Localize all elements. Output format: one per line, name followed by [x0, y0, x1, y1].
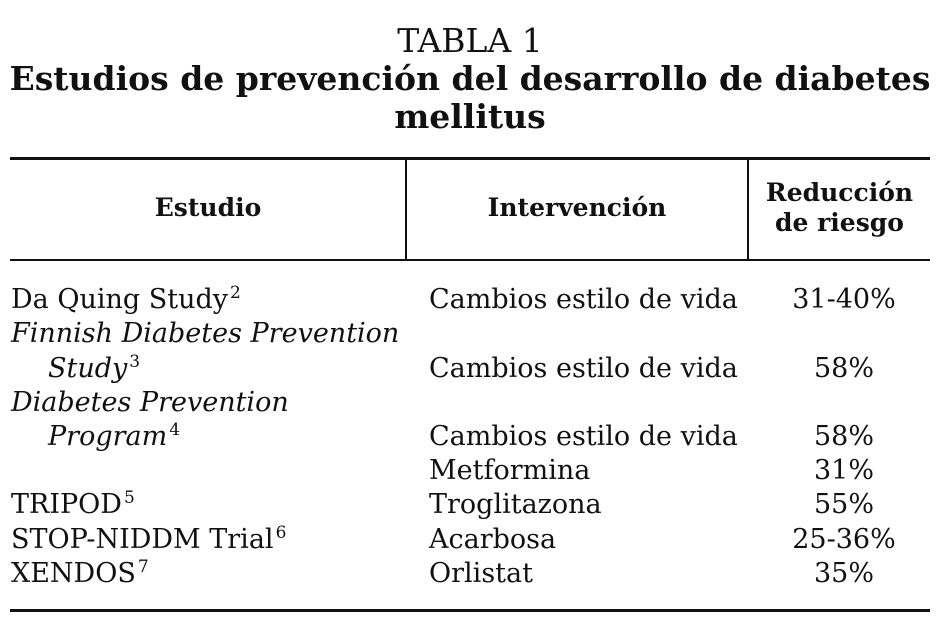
study-name: [11, 489, 135, 521]
study-text: STOP-NIDDM Trial: [11, 524, 274, 555]
bottom-rule: [10, 609, 930, 612]
study-text: XENDOS: [11, 558, 136, 589]
reference-number: 2: [230, 283, 241, 303]
study-name-line1: Finnish Diabetes Prevention: [11, 318, 400, 349]
header-reduction: Reducción de riesgo: [765, 178, 914, 237]
table-title: Estudios de prevención del desarrollo de diabetes mellitus: [9, 59, 931, 136]
risk-reduction: 25-36%: [792, 524, 896, 555]
header-study: Estudio: [154, 193, 262, 222]
study-name-line1: Diabetes Prevention: [11, 387, 289, 418]
study-name: [11, 524, 286, 556]
intervention: Cambios estilo de vida: [429, 421, 738, 452]
study-text: Study: [48, 353, 128, 384]
reference-number: 5: [123, 488, 135, 508]
intervention: Cambios estilo de vida: [429, 284, 738, 315]
header-intervention: Intervención: [487, 193, 667, 222]
risk-reduction: 55%: [813, 489, 874, 520]
reference-number: 4: [169, 420, 181, 440]
risk-reduction: 35%: [813, 558, 874, 589]
study-name: [11, 558, 149, 590]
risk-reduction: 31-40%: [792, 284, 896, 315]
risk-reduction: 58%: [813, 421, 874, 452]
header-rule: [10, 259, 930, 261]
top-rule: [10, 157, 930, 160]
table-label: TABLA 1: [397, 21, 543, 60]
reference-number: 7: [137, 557, 149, 577]
study-text: Program: [48, 421, 168, 452]
intervention: Metformina: [429, 455, 591, 486]
risk-reduction: 58%: [813, 353, 874, 384]
intervention: Troglitazona: [429, 489, 602, 520]
risk-reduction: 31%: [813, 455, 874, 486]
reference-number: 3: [129, 352, 141, 372]
study-text: Da Quing Study: [11, 284, 229, 315]
reference-number: 6: [275, 523, 287, 543]
study-name-line2: [48, 421, 180, 453]
study-name-line2: [48, 353, 140, 385]
intervention: Orlistat: [429, 558, 533, 589]
study-text: TRIPOD: [11, 489, 122, 520]
intervention: Cambios estilo de vida: [429, 353, 738, 384]
study-name: [11, 284, 241, 316]
intervention: Acarbosa: [429, 524, 557, 555]
